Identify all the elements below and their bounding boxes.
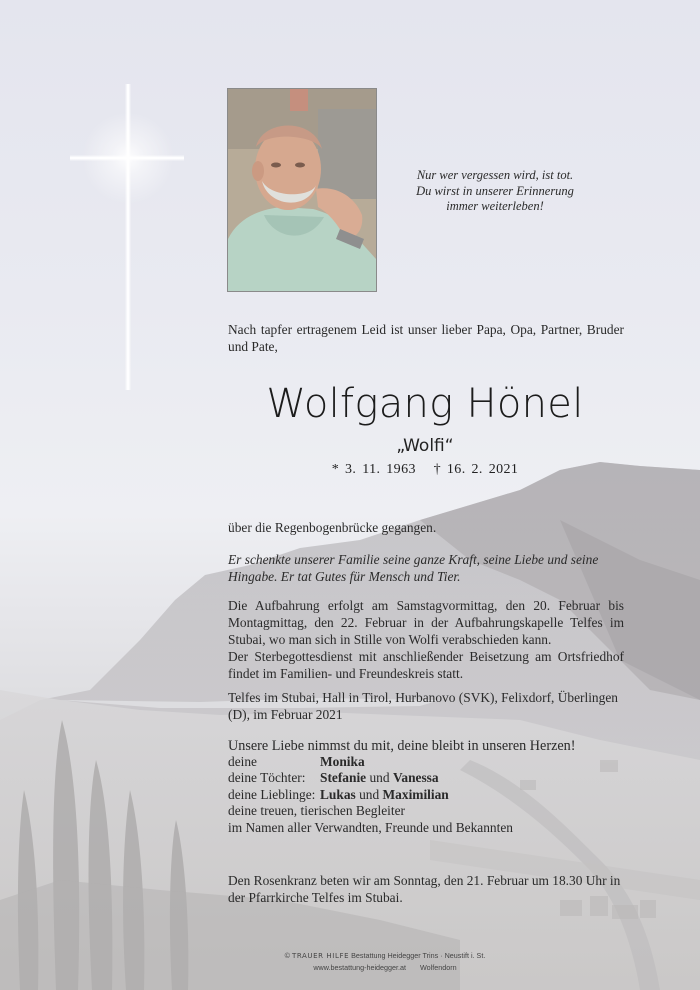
footer-brand: TRAUER HILFE: [291, 952, 350, 960]
places-text: Telfes im Stubai, Hall in Tirol, Hurbanovo (SVK), Felixdorf, Überlingen (D), im Februar 2021: [228, 690, 618, 722]
motto-quote: [395, 168, 595, 215]
footer: [240, 950, 530, 973]
family-label: deine Töchter:: [228, 770, 306, 786]
motto-line: Nur wer vergessen wird, ist tot.: [416, 168, 574, 182]
footer-company: Bestattung Heidegger Trins · Neustift i. St.: [351, 951, 486, 960]
family-row-daughters: [228, 770, 513, 786]
family-label: deine: [228, 754, 257, 769]
love-line: Unsere Liebe nimmst du mit, deine bleibt in unseren Herzen!: [228, 738, 576, 754]
family-name: Lukas: [320, 786, 356, 802]
family-and: und: [369, 770, 390, 786]
death-date: † 16. 2. 2021: [433, 462, 519, 477]
intro-text: Nach tapfer ertragenem Leid ist unser lieber Papa, Opa, Partner, Bruder und Pate,: [228, 322, 624, 354]
cross-icon: [70, 84, 184, 390]
copyright-icon: ©: [284, 951, 290, 960]
family-row-relatives: im Namen aller Verwandten, Freunde und Bekannten: [228, 819, 513, 835]
family-name: Stefanie: [320, 770, 367, 786]
family-name: Vanessa: [392, 770, 439, 786]
service-text: Der Sterbegottesdienst mit anschließender Beisetzung am Ortsfriedhof findet im Familien- und Freundeskreis statt.: [228, 649, 624, 681]
motto-line: immer weiterleben!: [446, 199, 544, 213]
family-row-pets: deine treuen, tierischen Begleiter: [228, 803, 405, 819]
footer-location: Wolfendorn: [420, 963, 457, 972]
life-dates: [200, 461, 650, 478]
passage-text: über die Regenbogenbrücke gegangen.: [228, 520, 437, 535]
deceased-name: Wolfgang Hönel: [266, 381, 584, 427]
portrait-photo: [227, 88, 377, 292]
tribute-text: Er schenkte unserer Familie seine ganze Kraft, seine Liebe und seine Hingabe. Er tat Gutes für Mensch und Tier.: [228, 552, 599, 584]
nickname: „Wolfi“: [396, 436, 454, 456]
family-and: und: [359, 786, 380, 802]
birth-date: * 3. 11. 1963: [331, 462, 416, 477]
family-row-grandchildren: [228, 787, 513, 803]
family-row-wife: [228, 754, 513, 770]
family-name: Maximilian: [382, 786, 449, 802]
funeral-details: [228, 597, 624, 682]
family-list: [228, 754, 513, 836]
family-label: deine Lieblinge:: [228, 786, 316, 802]
family-name: Monika: [320, 754, 365, 769]
motto-line: Du wirst in unserer Erinnerung: [416, 183, 574, 198]
rosary-text: Den Rosenkranz beten wir am Sonntag, den 21. Februar um 18.30 Uhr in der Pfarrkirche Telfes im Stubai.: [228, 873, 621, 905]
viewing-text: Die Aufbahrung erfolgt am Samstagvormittag, den 20. Februar bis Montagmittag, den 22. Februar in der Aufbahrungskapelle Telfes im Stubai, wo man sich in Stille von Wolfi verabschieden kann.: [228, 598, 624, 647]
footer-website[interactable]: www.bestattung-heidegger.at: [313, 963, 407, 972]
